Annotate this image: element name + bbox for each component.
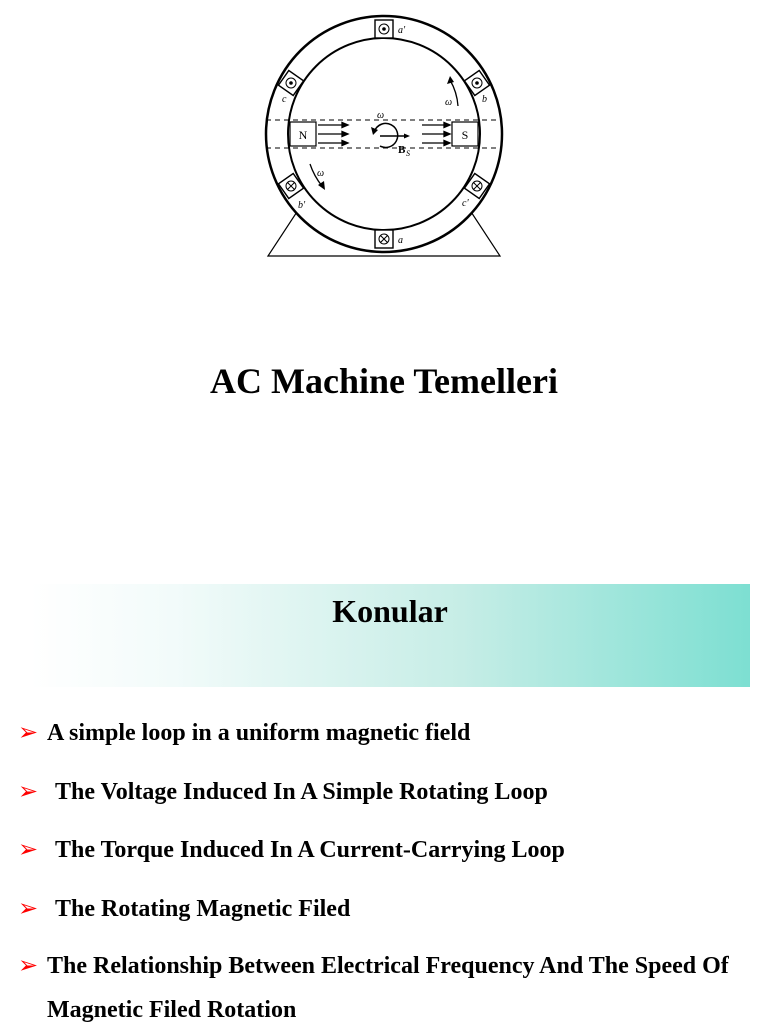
- coil-label-b-prime: b': [298, 200, 306, 211]
- field-label-subscript: S: [406, 149, 410, 158]
- topics-heading: Konular: [332, 593, 448, 629]
- ac-machine-diagram: [262, 14, 506, 258]
- topic-item: ➢ The Voltage Induced In A Simple Rotating Loop: [18, 778, 548, 805]
- topic-item: ➢ A simple loop in a uniform magnetic field: [18, 720, 471, 746]
- topic-item: ➢ The Relationship Between Electrical Frequency And The Speed Of Magnetic Filed Rotation: [18, 944, 758, 1032]
- south-pole-label: S: [461, 128, 469, 142]
- coil-label-a-prime: a': [398, 25, 406, 36]
- bullet-arrow-icon: ➢: [18, 837, 39, 863]
- north-pole-label: N: [298, 128, 308, 142]
- bullet-arrow-icon: ➢: [18, 778, 39, 805]
- omega-center: ω: [377, 110, 385, 121]
- field-label-b: B: [398, 144, 406, 156]
- bullet-arrow-icon: ➢: [18, 895, 39, 922]
- bullet-arrow-icon: ➢: [18, 953, 39, 979]
- bullet-arrow-icon: ➢: [18, 720, 39, 746]
- coil-label-a: a: [398, 235, 403, 246]
- topic-item: ➢ The Rotating Magnetic Filed: [18, 895, 351, 922]
- slide-title: AC Machine Temelleri: [210, 361, 558, 401]
- coil-label-c: c: [282, 94, 287, 105]
- topics-list: [18, 718, 758, 1032]
- coil-label-c-prime: c': [462, 198, 469, 209]
- coil-label-b: b: [482, 94, 487, 105]
- topic-item: ➢ The Torque Induced In A Current-Carrying Loop: [18, 837, 565, 863]
- omega-bottom-left: ω: [317, 168, 325, 179]
- omega-top-right: ω: [445, 97, 453, 108]
